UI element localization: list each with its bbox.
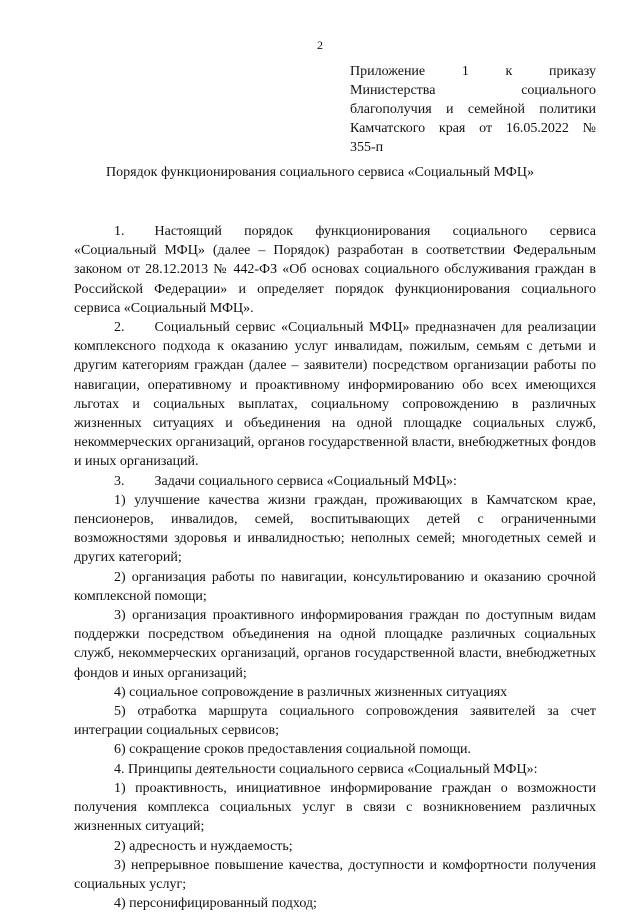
- appendix-block: [350, 62, 596, 157]
- document-body: [74, 222, 596, 913]
- principles-heading: 4. Принципы деятельности социального сервиса «Социальный МФЦ»:: [114, 761, 538, 777]
- task-item: 2) организация работы по навигации, консультированию и оказанию срочной комплексной помощи;: [74, 569, 596, 604]
- page-number: 2: [317, 38, 323, 52]
- appendix-line: благополучия и семейной политики: [350, 102, 596, 117]
- principle-item: 3) непрерывное повышение качества, доступности и комфортности получения социальных услуг;: [74, 857, 596, 892]
- task-item: 4) социальное сопровождение в различных жизненных ситуациях: [114, 684, 508, 700]
- appendix-line: Камчатского края от 16.05.2022 №: [350, 121, 596, 136]
- document-title: Порядок функционирования социального сервиса «Социальный МФЦ»: [106, 165, 534, 180]
- task-item: 3) организация проактивного информирования граждан по доступным видам поддержки посредством объединения на одной площадке различных социальных служб, некоммерческих организаций, органов государственной власти, внебюджетных фондов и иных организаций;: [74, 608, 596, 681]
- principle-item: 4) персонифицированный подход;: [114, 896, 317, 912]
- paragraph-item: [74, 472, 596, 491]
- item-text: Настоящий порядок функционирования социального сервиса «Социальный МФЦ» (далее – Порядок) разработан в соответствии Федеральным законом от 28.12.2013 № 442-ФЗ «Об основах социального обслуживания граждан в Российской Федерации» и определяет порядок функционирования социального сервиса «Социальный МФЦ».: [74, 224, 596, 316]
- task-item: 1) улучшение качества жизни граждан, проживающих в Камчатском крае, пенсионеров, инвалидов, семей, воспитывающих детей с ограниченными возможностями здоровья и инвалидностью; неполных семей; многодетных семей и других категорий;: [74, 492, 596, 566]
- principle-item: 1) проактивность, инициативное информирование граждан о возможности получения комплекса социальных услуг в связи с возникновением различных жизненных ситуаций;: [74, 780, 596, 835]
- appendix-line: Приложение 1 к приказу: [350, 64, 596, 79]
- item-number: 1.: [114, 224, 125, 239]
- task-item: 6) сокращение сроков предоставления социальной помощи.: [114, 742, 472, 758]
- task-item: 5) отработка маршрута социального сопровождения заявителей за счет интеграции социальных сервисов;: [74, 704, 596, 739]
- appendix-line: 355-п: [350, 140, 384, 155]
- principle-item: 2) адресность и нуждаемость;: [114, 838, 293, 854]
- item-text: Задачи социального сервиса «Социальный МФЦ»:: [154, 473, 457, 489]
- paragraph-item: [74, 318, 596, 472]
- item-text: Социальный сервис «Социальный МФЦ» предназначен для реализации комплексного подхода к оказанию услуг инвалидам, пожилым, семьям с детьми и другим категориям граждан (далее – заявители) посредством организации работы по навигации, оперативному и проактивному информированию обо всех имеющихся льготах и социальных выплатах, социальному сопровождению в различных жизненных ситуациях и объединения на одной площадке социальных служб, некоммерческих организаций, органов государственной власти, внебюджетных фондов и иных организаций.: [74, 320, 596, 470]
- item-number: 3.: [114, 473, 125, 489]
- paragraph-item: [74, 222, 596, 318]
- item-number: 2.: [114, 320, 125, 336]
- appendix-line: Министерства социального: [350, 83, 596, 98]
